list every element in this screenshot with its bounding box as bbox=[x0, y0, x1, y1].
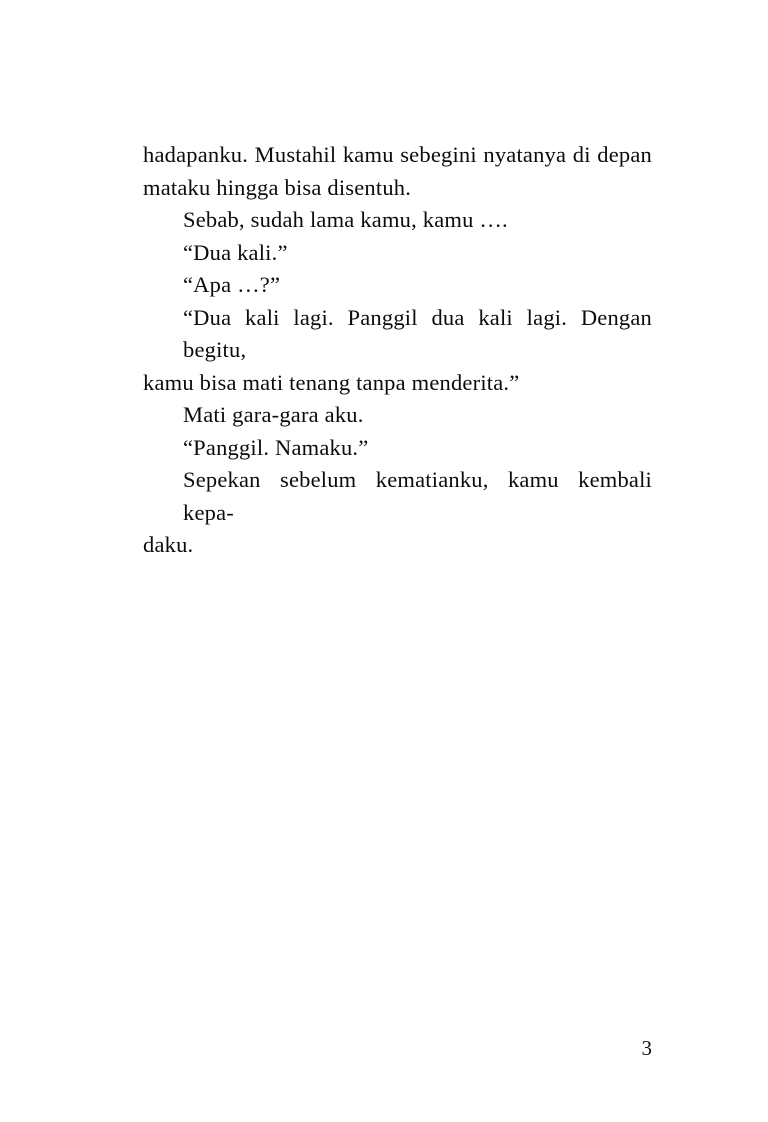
text-line: Sepekan sebelum kematianku, kamu kembali kepa- bbox=[183, 467, 652, 525]
text-line: Mati gara-gara aku. bbox=[183, 402, 364, 427]
text-line: hadapanku. Mustahil kamu sebegini nyatanya di depan bbox=[143, 142, 652, 167]
paragraph bbox=[143, 432, 652, 465]
paragraph bbox=[143, 237, 652, 270]
paragraph bbox=[143, 399, 652, 432]
text-line: “Dua kali.” bbox=[183, 239, 288, 265]
text-line: Sebab, sudah lama kamu, kamu …. bbox=[183, 207, 508, 232]
paragraph bbox=[143, 464, 652, 562]
text-line: mataku hingga bisa disentuh. bbox=[143, 174, 412, 200]
text-line: “Dua kali lagi. Panggil dua kali lagi. Dengan begitu, bbox=[183, 304, 652, 362]
paragraph bbox=[143, 269, 652, 302]
text-line: kamu bisa mati tenang tanpa menderita.” bbox=[143, 369, 520, 395]
body-text bbox=[143, 139, 652, 562]
paragraph bbox=[143, 302, 652, 400]
text-line: “Apa …?” bbox=[183, 272, 281, 297]
paragraph bbox=[143, 204, 652, 237]
text-line: daku. bbox=[143, 532, 194, 557]
page-number: 3 bbox=[641, 1036, 652, 1060]
paragraph bbox=[143, 139, 652, 204]
text-line: “Panggil. Namaku.” bbox=[183, 434, 369, 460]
